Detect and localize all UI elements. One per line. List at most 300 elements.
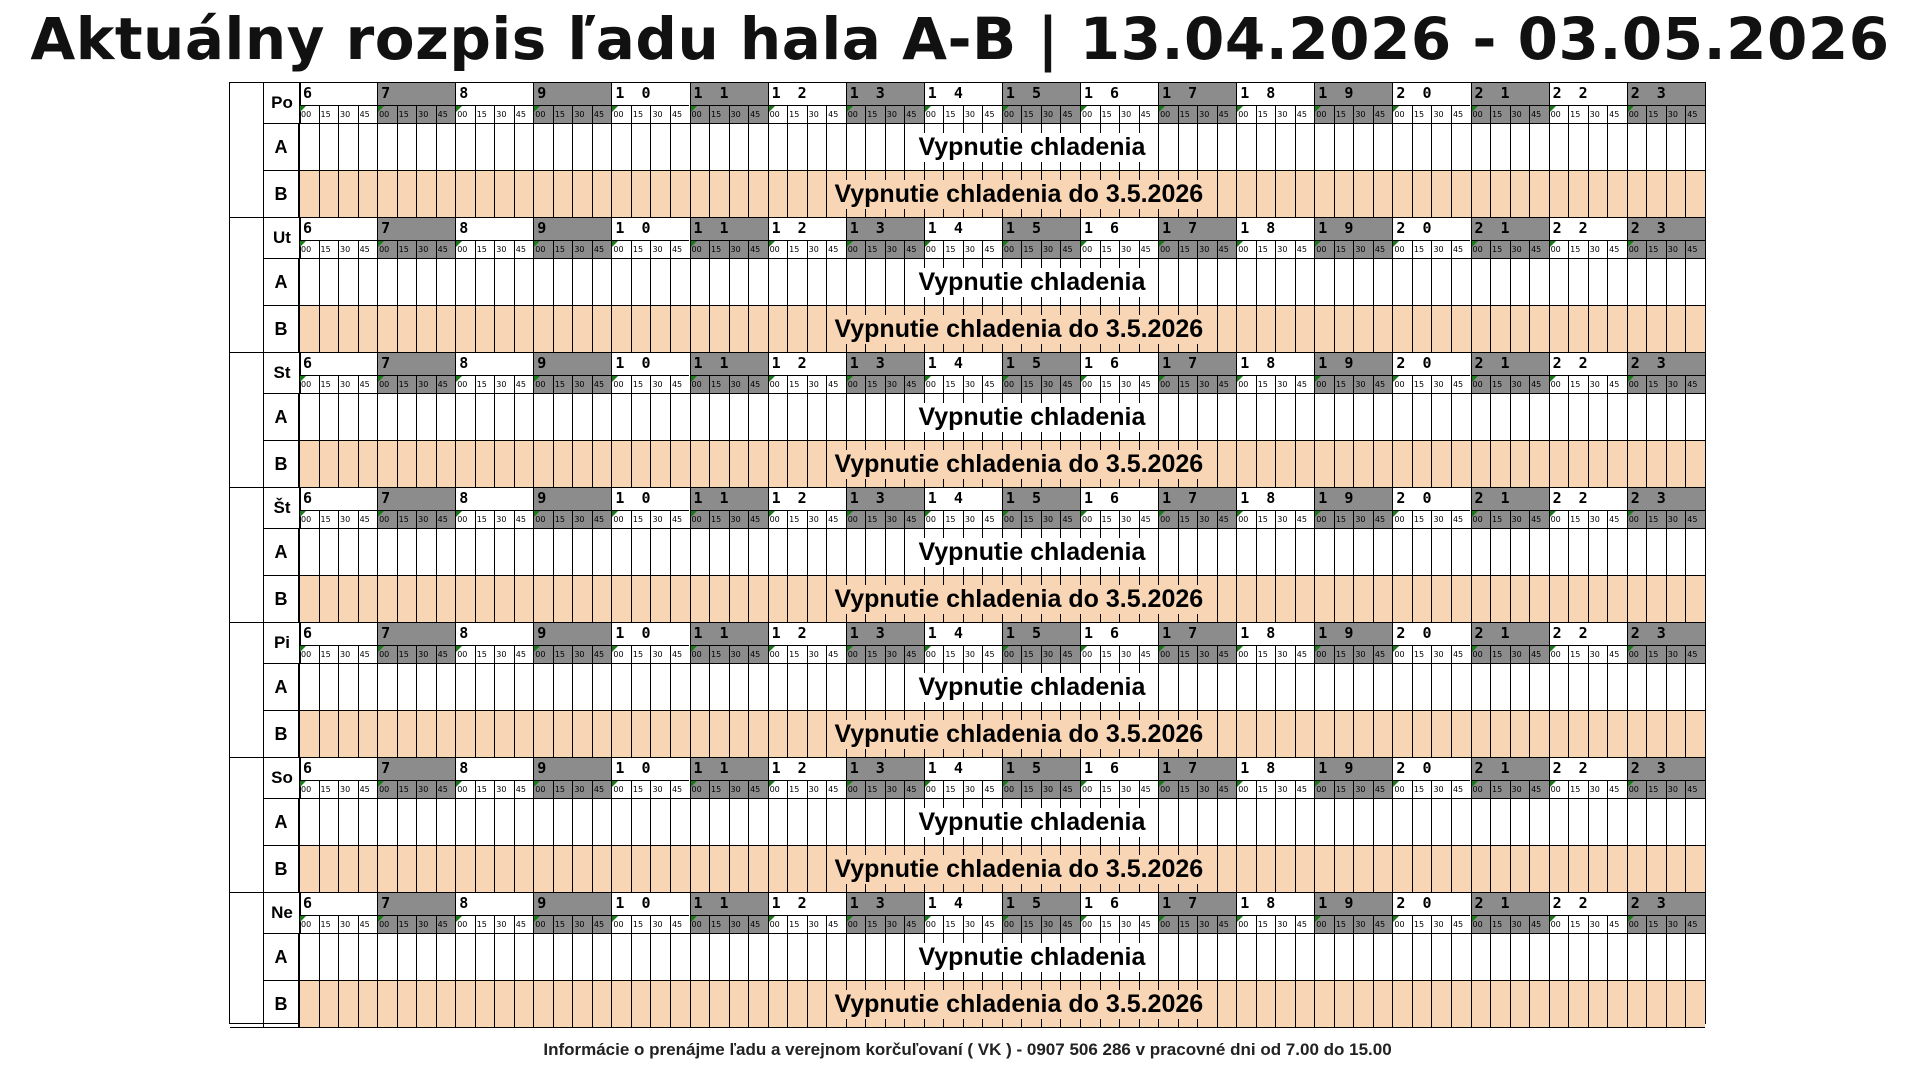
- minute-label: 30: [1431, 375, 1451, 393]
- slot-divider: [1666, 846, 1667, 892]
- minute-label: 15: [1412, 240, 1432, 258]
- minute-label: 30: [494, 645, 514, 663]
- hall-b-lane[interactable]: [299, 440, 1705, 487]
- minute-label: 45: [1295, 915, 1315, 933]
- minute-label: 15: [1646, 645, 1666, 663]
- slot-divider: [670, 124, 671, 170]
- slot-divider: [572, 664, 573, 710]
- slot-divider: [826, 306, 827, 352]
- slot-divider: [592, 259, 593, 305]
- slot-divider: [1295, 124, 1296, 170]
- hour-marker-icon: [1237, 916, 1243, 922]
- minute-label: 45: [1373, 375, 1393, 393]
- hour-label: 1 8: [1236, 218, 1314, 240]
- slot-divider: [1490, 934, 1491, 980]
- minute-label: 45: [670, 780, 690, 798]
- slot-divider: [1295, 306, 1296, 352]
- slot-divider: [826, 259, 827, 305]
- minute-label: 00: [1158, 645, 1178, 663]
- slot-divider: [1471, 394, 1472, 440]
- minute-label: 15: [553, 915, 573, 933]
- slot-divider: [1197, 664, 1198, 710]
- slot-divider: [1314, 259, 1315, 305]
- slot-divider: [729, 576, 730, 622]
- minute-label: 00: [846, 915, 866, 933]
- slot-divider: [768, 576, 769, 622]
- hall-b-label: B: [263, 575, 299, 622]
- hour-label: 1 2: [768, 83, 846, 105]
- slot-divider: [299, 981, 300, 1027]
- minute-label: 30: [1431, 645, 1451, 663]
- slot-divider: [1373, 576, 1374, 622]
- minute-label: 30: [1275, 915, 1295, 933]
- slot-divider: [1568, 711, 1569, 757]
- minute-label: 00: [1627, 105, 1647, 123]
- day-label: St: [263, 353, 301, 393]
- minute-label: 15: [943, 645, 963, 663]
- slot-divider: [1510, 799, 1511, 845]
- minute-label: 45: [1295, 240, 1315, 258]
- slot-divider: [1431, 711, 1432, 757]
- slot-divider: [1568, 934, 1569, 980]
- slot-divider: [338, 664, 339, 710]
- minute-label: 00: [1314, 645, 1334, 663]
- slot-divider: [1431, 441, 1432, 487]
- slot-divider: [807, 576, 808, 622]
- hour-label: 9: [533, 758, 611, 780]
- hour-marker-icon: [1393, 511, 1399, 517]
- minute-label: 15: [1334, 240, 1354, 258]
- minute-label: 15: [1490, 510, 1510, 528]
- slot-divider: [455, 306, 456, 352]
- hall-a-lane[interactable]: [299, 663, 1705, 710]
- slot-divider: [553, 529, 554, 575]
- slot-divider: [475, 306, 476, 352]
- hour-label: 1 5: [1002, 488, 1080, 510]
- day-block: [230, 893, 1705, 1028]
- slot-divider: [1178, 259, 1179, 305]
- slot-divider: [1275, 124, 1276, 170]
- hall-a-lane[interactable]: [299, 393, 1705, 440]
- minute-label: 00: [1314, 915, 1334, 933]
- slot-divider: [650, 981, 651, 1027]
- slot-divider: [1412, 306, 1413, 352]
- slot-divider: [1646, 664, 1647, 710]
- minute-label: 45: [670, 510, 690, 528]
- hour-label: 1 0: [611, 758, 689, 780]
- hall-a-lane[interactable]: [299, 798, 1705, 845]
- minute-label: 45: [1139, 105, 1159, 123]
- hour-label: 1 7: [1158, 893, 1236, 915]
- minute-label: 15: [709, 510, 729, 528]
- hour-label: 1 3: [846, 893, 924, 915]
- hour-marker-icon: [378, 241, 384, 247]
- slot-divider: [553, 259, 554, 305]
- slot-divider: [1412, 441, 1413, 487]
- slot-divider: [1314, 529, 1315, 575]
- minute-label: 15: [1256, 645, 1276, 663]
- minute-label: 45: [1295, 780, 1315, 798]
- slot-divider: [1334, 576, 1335, 622]
- minute-label: 45: [358, 645, 378, 663]
- slot-divider: [533, 711, 534, 757]
- slot-divider: [690, 259, 691, 305]
- hall-a-lane[interactable]: [299, 528, 1705, 575]
- slot-divider: [611, 124, 612, 170]
- slot-divider: [865, 799, 866, 845]
- minute-label: 00: [1314, 105, 1334, 123]
- lane-status-text: Vypnutie chladenia do 3.5.2026: [834, 719, 1204, 748]
- minute-label: 00: [1471, 915, 1491, 933]
- slot-divider: [1256, 799, 1257, 845]
- minute-label: 15: [1490, 645, 1510, 663]
- minute-label: 00: [1392, 510, 1412, 528]
- slot-divider: [377, 441, 378, 487]
- minute-label: 00: [1158, 915, 1178, 933]
- hour-label: 1 0: [611, 218, 689, 240]
- hour-marker-icon: [456, 376, 462, 382]
- slot-divider: [1568, 529, 1569, 575]
- slot-divider: [572, 576, 573, 622]
- minute-label: 30: [1588, 375, 1608, 393]
- minute-label: 00: [533, 240, 553, 258]
- hour-label: 1 9: [1314, 623, 1392, 645]
- slot-divider: [1236, 259, 1237, 305]
- minute-label: 30: [1275, 645, 1295, 663]
- slot-divider: [1256, 441, 1257, 487]
- minute-label: 45: [982, 105, 1002, 123]
- hour-marker-icon: [300, 106, 306, 112]
- minute-label: 00: [1314, 780, 1334, 798]
- schedule-grid: [229, 82, 1706, 1024]
- hall-b-label: B: [263, 980, 299, 1027]
- minute-label: 45: [1607, 645, 1627, 663]
- slot-divider: [768, 124, 769, 170]
- slot-divider: [397, 124, 398, 170]
- minute-label: 30: [963, 240, 983, 258]
- minute-label: 15: [943, 105, 963, 123]
- minute-label: 00: [1158, 780, 1178, 798]
- slot-divider: [514, 529, 515, 575]
- minute-label: 15: [709, 780, 729, 798]
- hour-label: 9: [533, 623, 611, 645]
- minute-label: 00: [377, 645, 397, 663]
- hour-label: 2 0: [1392, 488, 1470, 510]
- minute-label: 45: [1373, 510, 1393, 528]
- hour-label: 7: [377, 623, 455, 645]
- minute-label: 00: [768, 780, 788, 798]
- hour-marker-icon: [1628, 916, 1634, 922]
- slot-divider: [1236, 171, 1237, 217]
- hall-b-lane[interactable]: [299, 305, 1705, 352]
- hour-label: 1 4: [924, 488, 1002, 510]
- slot-divider: [436, 529, 437, 575]
- slot-divider: [748, 441, 749, 487]
- hour-label: 6: [299, 893, 377, 915]
- slot-divider: [494, 529, 495, 575]
- hour-marker-icon: [1159, 916, 1165, 922]
- hour-label: 2 1: [1471, 623, 1549, 645]
- minute-label: 30: [1353, 645, 1373, 663]
- slot-divider: [1588, 394, 1589, 440]
- slot-divider: [358, 171, 359, 217]
- minute-label: 30: [807, 645, 827, 663]
- hour-marker-icon: [1472, 241, 1478, 247]
- hour-marker-icon: [1237, 646, 1243, 652]
- day-label: So: [263, 758, 301, 798]
- minute-label: 45: [514, 780, 534, 798]
- hour-marker-icon: [1003, 376, 1009, 382]
- minute-label: 45: [1295, 645, 1315, 663]
- hour-marker-icon: [1393, 916, 1399, 922]
- slot-divider: [455, 171, 456, 217]
- hall-b-label: B: [263, 170, 299, 217]
- minute-label: 15: [1646, 915, 1666, 933]
- hour-marker-icon: [534, 511, 540, 517]
- slot-divider: [690, 981, 691, 1027]
- slot-divider: [1295, 394, 1296, 440]
- hour-marker-icon: [378, 106, 384, 112]
- slot-divider: [787, 171, 788, 217]
- slot-divider: [826, 981, 827, 1027]
- slot-divider: [1158, 529, 1159, 575]
- slot-divider: [1334, 846, 1335, 892]
- slot-divider: [1607, 171, 1608, 217]
- hour-label: 6: [299, 488, 377, 510]
- slot-divider: [1607, 934, 1608, 980]
- slot-divider: [748, 259, 749, 305]
- hall-b-lane[interactable]: [299, 575, 1705, 622]
- hour-label: 1 4: [924, 218, 1002, 240]
- minute-label: 00: [1471, 375, 1491, 393]
- slot-divider: [377, 799, 378, 845]
- slot-divider: [514, 259, 515, 305]
- minute-label: 30: [729, 240, 749, 258]
- minute-label: 00: [377, 915, 397, 933]
- minute-label: 30: [1041, 105, 1061, 123]
- hall-a-lane[interactable]: [299, 123, 1705, 170]
- minute-label: 30: [1197, 105, 1217, 123]
- minute-label: 45: [592, 645, 612, 663]
- hall-b-lane[interactable]: [299, 980, 1705, 1027]
- hour-label: 1 7: [1158, 488, 1236, 510]
- minute-label: 15: [1100, 780, 1120, 798]
- slot-divider: [650, 306, 651, 352]
- minute-label: 00: [924, 240, 944, 258]
- hall-b-label: B: [263, 305, 299, 352]
- slot-divider: [807, 934, 808, 980]
- slot-divider: [611, 981, 612, 1027]
- slot-divider: [436, 711, 437, 757]
- minute-label: 00: [768, 645, 788, 663]
- hall-b-lane[interactable]: [299, 710, 1705, 757]
- slot-divider: [494, 981, 495, 1027]
- slot-divider: [1490, 576, 1491, 622]
- slot-divider: [1529, 441, 1530, 487]
- minute-label: 00: [377, 780, 397, 798]
- slot-divider: [1178, 799, 1179, 845]
- slot-divider: [1392, 529, 1393, 575]
- slot-divider: [397, 171, 398, 217]
- minute-label: 15: [1256, 915, 1276, 933]
- slot-divider: [592, 711, 593, 757]
- minute-label: 30: [416, 645, 436, 663]
- slot-divider: [1451, 394, 1452, 440]
- slot-divider: [1392, 394, 1393, 440]
- hour-label: 1 9: [1314, 353, 1392, 375]
- slot-divider: [690, 664, 691, 710]
- minute-label: 30: [729, 375, 749, 393]
- minute-label: 30: [572, 375, 592, 393]
- slot-divider: [592, 981, 593, 1027]
- minute-label: 15: [1256, 510, 1276, 528]
- minute-label: 30: [1353, 240, 1373, 258]
- minute-label: 15: [1568, 915, 1588, 933]
- minute-label: 45: [748, 510, 768, 528]
- slot-divider: [1236, 124, 1237, 170]
- minute-label: 00: [1002, 375, 1022, 393]
- slot-divider: [455, 124, 456, 170]
- slot-divider: [572, 529, 573, 575]
- slot-divider: [553, 394, 554, 440]
- slot-divider: [709, 124, 710, 170]
- slot-divider: [709, 306, 710, 352]
- slot-divider: [1217, 306, 1218, 352]
- slot-divider: [611, 576, 612, 622]
- minute-label: 30: [807, 510, 827, 528]
- minute-label: 00: [924, 510, 944, 528]
- slot-divider: [514, 711, 515, 757]
- hour-label: 1 7: [1158, 353, 1236, 375]
- slot-divider: [475, 394, 476, 440]
- slot-divider: [1685, 441, 1686, 487]
- slot-divider: [650, 394, 651, 440]
- slot-divider: [377, 171, 378, 217]
- slot-divider: [690, 934, 691, 980]
- slot-divider: [1392, 664, 1393, 710]
- minute-label: 30: [338, 780, 358, 798]
- slot-divider: [709, 846, 710, 892]
- slot-divider: [592, 171, 593, 217]
- slot-divider: [1568, 441, 1569, 487]
- hour-label: 2 3: [1627, 758, 1705, 780]
- minute-label: 45: [904, 915, 924, 933]
- hour-marker-icon: [378, 376, 384, 382]
- slot-divider: [1412, 124, 1413, 170]
- slot-divider: [416, 441, 417, 487]
- minute-label: 00: [1549, 510, 1569, 528]
- hour-label: 1 3: [846, 218, 924, 240]
- minute-label: 45: [1529, 375, 1549, 393]
- minute-label: 15: [475, 915, 495, 933]
- minute-label: 30: [1588, 780, 1608, 798]
- slot-divider: [748, 934, 749, 980]
- slot-divider: [650, 846, 651, 892]
- slot-divider: [533, 441, 534, 487]
- minute-label: 45: [1217, 105, 1237, 123]
- slot-divider: [1392, 711, 1393, 757]
- slot-divider: [1451, 124, 1452, 170]
- slot-divider: [358, 306, 359, 352]
- minute-label: 15: [787, 780, 807, 798]
- minute-label: 30: [650, 375, 670, 393]
- minute-label: 30: [572, 510, 592, 528]
- minute-label: 00: [611, 915, 631, 933]
- slot-divider: [1217, 441, 1218, 487]
- slot-divider: [1549, 529, 1550, 575]
- minute-label: 00: [846, 780, 866, 798]
- minute-label: 45: [514, 915, 534, 933]
- minute-label: 00: [1471, 780, 1491, 798]
- slot-divider: [319, 306, 320, 352]
- slot-divider: [1549, 306, 1550, 352]
- minute-label: 30: [494, 105, 514, 123]
- slot-divider: [1549, 664, 1550, 710]
- slot-divider: [1549, 441, 1550, 487]
- minute-label: 30: [1431, 915, 1451, 933]
- hall-a-lane[interactable]: [299, 258, 1705, 305]
- minute-label: 30: [1353, 105, 1373, 123]
- minute-label: 30: [338, 105, 358, 123]
- hour-label: 1 8: [1236, 758, 1314, 780]
- slot-divider: [1236, 306, 1237, 352]
- minute-label: 30: [572, 780, 592, 798]
- slot-divider: [1685, 846, 1686, 892]
- slot-divider: [1236, 981, 1237, 1027]
- slot-divider: [1588, 664, 1589, 710]
- minute-label: 15: [787, 105, 807, 123]
- slot-divider: [904, 124, 905, 170]
- slot-divider: [1392, 171, 1393, 217]
- minute-label: 45: [982, 915, 1002, 933]
- slot-divider: [1607, 394, 1608, 440]
- slot-divider: [670, 799, 671, 845]
- minute-label: 45: [1529, 105, 1549, 123]
- minute-label: 30: [650, 510, 670, 528]
- slot-divider: [650, 934, 651, 980]
- minute-label: 15: [475, 780, 495, 798]
- hour-marker-icon: [1472, 781, 1478, 787]
- minute-label: 15: [475, 645, 495, 663]
- hour-label: 2 3: [1627, 353, 1705, 375]
- slot-divider: [416, 124, 417, 170]
- slot-divider: [1236, 664, 1237, 710]
- slot-divider: [690, 171, 691, 217]
- minute-label: 00: [846, 510, 866, 528]
- hour-label: 8: [455, 83, 533, 105]
- slot-divider: [748, 846, 749, 892]
- hour-marker-icon: [1003, 916, 1009, 922]
- minute-label: 30: [338, 375, 358, 393]
- hall-a-lane[interactable]: [299, 933, 1705, 980]
- slot-divider: [748, 529, 749, 575]
- slot-divider: [455, 394, 456, 440]
- hour-header-row: [299, 488, 1705, 510]
- minute-label: 00: [299, 375, 319, 393]
- slot-divider: [1373, 846, 1374, 892]
- slot-divider: [904, 799, 905, 845]
- slot-divider: [1431, 259, 1432, 305]
- slot-divider: [1568, 576, 1569, 622]
- hall-b-lane[interactable]: [299, 170, 1705, 217]
- slot-divider: [416, 529, 417, 575]
- hall-b-lane[interactable]: [299, 845, 1705, 892]
- minute-label: 15: [1334, 915, 1354, 933]
- hour-marker-icon: [1237, 376, 1243, 382]
- slot-divider: [709, 529, 710, 575]
- minute-label: 30: [1510, 105, 1530, 123]
- hour-label: 1 1: [690, 353, 768, 375]
